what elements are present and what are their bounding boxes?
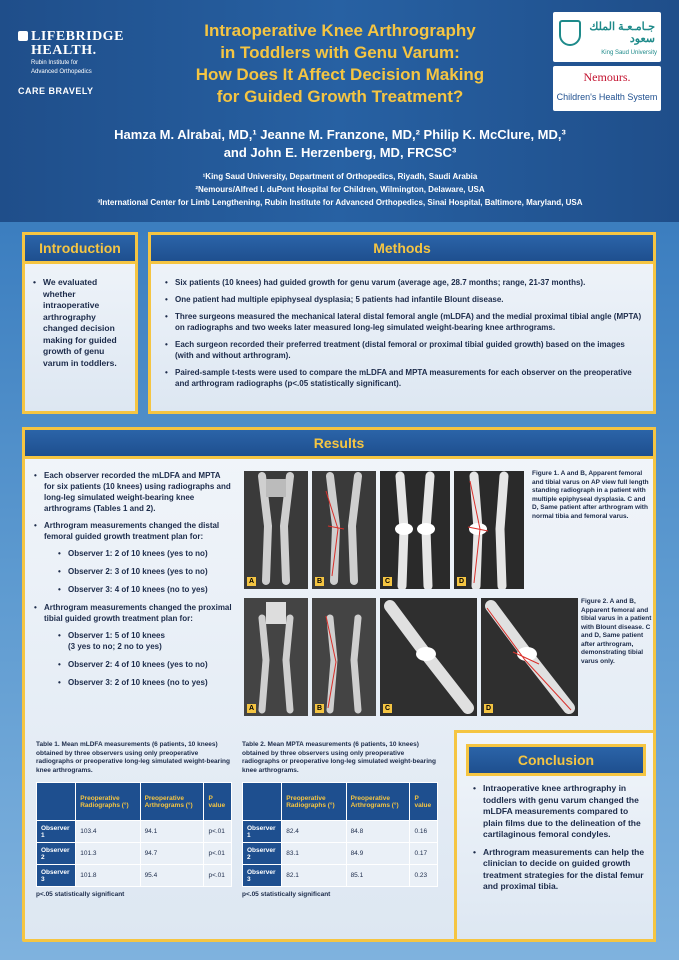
figure-label-c: C bbox=[385, 578, 391, 585]
table-header-row bbox=[37, 783, 232, 821]
methods-heading: Methods bbox=[148, 232, 656, 264]
methods-bullet: • Three surgeons measured the mechanical lateral distal femoral angle (mLDFA) and the medial proximal tibial angle (MPTA) on radiographs and two weeks later measured long-leg simulated weight-bearing knee arthrograms. bbox=[165, 311, 645, 333]
figure-label-b: B bbox=[317, 705, 323, 712]
table-cell: p<.01 bbox=[204, 843, 232, 865]
title-line-3: How Does It Affect Decision Making bbox=[195, 65, 485, 84]
ksu-arabic-name: جـامـعـة الملك سعود bbox=[589, 21, 655, 45]
arthrogram-annotated-icon bbox=[481, 598, 578, 716]
table-cell: 82.4 bbox=[282, 821, 346, 843]
table-2-caption: Table 2. Mean MPTA measurements (6 patients, 10 knees) obtained by three observers using only preoperative radiographs or preoperative long-leg simulated weight-bearing knee arthrograms. bbox=[242, 741, 436, 774]
results-bullet: • Each observer recorded the mLDFA and MPTA for six patients (10 knees) using radiographs and long-leg simulated weight-bearing knee arthrograms (Tables 1 and 2). bbox=[34, 470, 232, 514]
xray-legs-annotated-icon bbox=[312, 598, 376, 716]
xray-legs-annotated-icon bbox=[312, 471, 376, 589]
table-row bbox=[243, 865, 438, 887]
table-cell: 94.1 bbox=[140, 821, 204, 843]
conclusion-heading: Conclusion bbox=[466, 744, 646, 776]
arthrogram-icon bbox=[380, 598, 477, 716]
authors-line-1: Hamza M. Alrabai, MD,¹ Jeanne M. Franzone, MD,² Philip K. McClure, MD,³ bbox=[114, 127, 566, 142]
figure-label-d: D bbox=[459, 578, 465, 585]
table-row bbox=[243, 821, 438, 843]
table-row-label: Observer 2 bbox=[37, 843, 76, 865]
results-bullet-text: Arthrogram measurements changed the proximal tibial guided growth treatment plan for: bbox=[44, 603, 232, 623]
table-cell: 0.17 bbox=[410, 843, 438, 865]
table-1 bbox=[36, 782, 232, 887]
xray-legs-icon bbox=[244, 598, 308, 716]
introduction-heading: Introduction bbox=[22, 232, 138, 264]
xray-image bbox=[244, 471, 308, 589]
xray-image bbox=[454, 471, 524, 589]
figure-label-c: C bbox=[385, 705, 391, 712]
tibial-change-item: • Observer 2: 4 of 10 knees (yes to no) bbox=[44, 659, 232, 670]
results-bullet bbox=[34, 602, 232, 688]
xray-image bbox=[380, 598, 477, 716]
table-2-note: p<.05 statistically significant bbox=[242, 891, 331, 898]
xray-image bbox=[244, 598, 308, 716]
lifebridge-sub-2: Advanced Orthopedics bbox=[31, 69, 92, 75]
xray-legs-icon bbox=[244, 471, 308, 589]
figure-label-b: B bbox=[317, 578, 323, 585]
tibial-change-text: Observer 1: 5 of 10 knees bbox=[68, 631, 165, 640]
table-cell: 0.23 bbox=[410, 865, 438, 887]
methods-bullet: • Paired-sample t-tests were used to compare the mLDFA and MPTA measurements for each observer on the preoperative and arthrogram radiographs (p<.05 statistically significant). bbox=[165, 367, 645, 389]
results-bullet bbox=[34, 520, 232, 595]
title-line-4: for Guided Growth Treatment? bbox=[216, 87, 464, 106]
methods-bullet: • Each surgeon recorded their preferred treatment (distal femoral or proximal tibial guided growth) based on the images (with and without arthrogram). bbox=[165, 339, 645, 361]
table-row-label: Observer 2 bbox=[243, 843, 282, 865]
figure-2 bbox=[244, 598, 578, 716]
table-header-cell bbox=[243, 783, 282, 821]
ksu-logo bbox=[553, 12, 661, 62]
arthrogram-annotated-icon bbox=[454, 471, 524, 589]
table-row bbox=[37, 843, 232, 865]
results-heading: Results bbox=[22, 427, 656, 459]
arthrogram-icon bbox=[380, 471, 450, 589]
lifebridge-sub-1: Rubin Institute for bbox=[31, 60, 79, 66]
table-header-cell: Preoperative Arthrograms (°) bbox=[346, 783, 410, 821]
poster-title bbox=[150, 20, 530, 108]
title-line-1: Intraoperative Knee Arthrography bbox=[204, 21, 476, 40]
table-cell: 85.1 bbox=[346, 865, 410, 887]
table-cell: 101.8 bbox=[76, 865, 140, 887]
tibial-change-item: • Observer 3: 2 of 10 knees (no to yes) bbox=[44, 677, 232, 688]
femoral-change-item: • Observer 2: 3 of 10 knees (yes to no) bbox=[44, 566, 232, 577]
figure-1-caption: Figure 1. A and B, Apparent femoral and tibial varus on AP view full length standing radiograph in a patient with multiple epiphyseal dysplasia. C and D, Same patient after arthrogram with normal tibia and femoral varus. bbox=[532, 470, 649, 520]
table-cell: 95.4 bbox=[140, 865, 204, 887]
authors-line-2: and John E. Herzenberg, MD, FRCSC³ bbox=[223, 145, 457, 160]
table-cell: 83.1 bbox=[282, 843, 346, 865]
methods-bullet: • Six patients (10 knees) had guided growth for genu varum (average age, 28.7 months; range, 21-37 months). bbox=[165, 277, 645, 288]
femoral-change-item: • Observer 1: 2 of 10 knees (yes to no) bbox=[44, 548, 232, 559]
table-cell: p<.01 bbox=[204, 821, 232, 843]
lifebridge-mark-icon bbox=[18, 31, 28, 41]
introduction-text: • We evaluated whether intraoperative arthrography changed decision making for guided growth of genu varum in toddlers. bbox=[33, 277, 129, 369]
table-cell: 82.1 bbox=[282, 865, 346, 887]
nemours-sub: Children's Health System bbox=[556, 92, 658, 102]
affiliation-1: ¹King Saud University, Department of Orthopedics, Riyadh, Saudi Arabia bbox=[202, 172, 478, 181]
tibial-change-detail: (3 yes to no; 2 no to yes) bbox=[68, 642, 162, 651]
table-header-row bbox=[243, 783, 438, 821]
table-row bbox=[37, 821, 232, 843]
nemours-logo bbox=[553, 66, 661, 111]
title-line-2: in Toddlers with Genu Varum: bbox=[220, 43, 460, 62]
table-row-label: Observer 1 bbox=[243, 821, 282, 843]
figure-label-d: D bbox=[486, 705, 492, 712]
table-row bbox=[37, 865, 232, 887]
xray-image bbox=[380, 471, 450, 589]
table-header-cell: Preoperative Arthrograms (°) bbox=[140, 783, 204, 821]
figure-1 bbox=[244, 471, 524, 589]
table-row bbox=[243, 843, 438, 865]
figure-2-caption: Figure 2. A and B, Apparent femoral and tibial varus in a patient with Blount disease. C and D, Same patient after arthrogram, demonstrating tibial varus only. bbox=[581, 598, 652, 665]
table-2 bbox=[242, 782, 438, 887]
table-header-cell: P value bbox=[410, 783, 438, 821]
conclusion-bullet: • Arthrogram measurements can help the clinician to decide on guided growth treatment strategies for the distal femur and proximal tibia. bbox=[473, 847, 649, 893]
figure-label-a: A bbox=[249, 578, 255, 585]
table-cell: 0.16 bbox=[410, 821, 438, 843]
table-1-note: p<.05 statistically significant bbox=[36, 891, 125, 898]
table-cell: 84.9 bbox=[346, 843, 410, 865]
table-header-cell: P value bbox=[204, 783, 232, 821]
poster-header bbox=[0, 0, 679, 222]
table-cell: 101.3 bbox=[76, 843, 140, 865]
lifebridge-logo bbox=[18, 30, 138, 96]
lifebridge-tagline: CARE BRAVELY bbox=[18, 86, 94, 96]
xray-image bbox=[312, 598, 376, 716]
ksu-english-name: King Saud University bbox=[601, 50, 657, 56]
xray-image bbox=[312, 471, 376, 589]
xray-image bbox=[481, 598, 578, 716]
nemours-name: Nemours. bbox=[583, 70, 631, 84]
ksu-crest-icon bbox=[559, 20, 581, 46]
conclusion-bullet: • Intraoperative knee arthrography in toddlers with genu varum changed the mLDFA measurements compared to plain films due to the delineation of the cartilaginous femoral condyles. bbox=[473, 783, 649, 841]
table-row-label: Observer 3 bbox=[243, 865, 282, 887]
lifebridge-name: LIFEBRIDGE bbox=[31, 29, 124, 44]
authors bbox=[40, 126, 640, 162]
table-header-cell: Preoperative Radiographs (°) bbox=[282, 783, 346, 821]
table-cell: p<.01 bbox=[204, 865, 232, 887]
table-cell: 103.4 bbox=[76, 821, 140, 843]
methods-bullet: • One patient had multiple epiphyseal dysplasia; 5 patients had infantile Blount disease. bbox=[165, 294, 645, 305]
table-row-label: Observer 1 bbox=[37, 821, 76, 843]
femoral-change-item: • Observer 3: 4 of 10 knees (no to yes) bbox=[44, 584, 232, 595]
figure-label-a: A bbox=[249, 705, 255, 712]
table-row-label: Observer 3 bbox=[37, 865, 76, 887]
affiliation-2: ²Nemours/Alfred I. duPont Hospital for Children, Wilmington, Delaware, USA bbox=[195, 185, 485, 194]
lifebridge-name-2: HEALTH. bbox=[31, 43, 97, 58]
table-1-caption: Table 1. Mean mLDFA measurements (6 patients, 10 knees) obtained by three observers using only preoperative radiographs or preoperative long-leg simulated weight-bearing knee arthrograms. bbox=[36, 741, 230, 774]
table-cell: 84.8 bbox=[346, 821, 410, 843]
tibial-change-item bbox=[44, 630, 232, 652]
affiliations bbox=[20, 170, 660, 209]
table-header-cell: Preoperative Radiographs (°) bbox=[76, 783, 140, 821]
affiliation-3: ³International Center for Limb Lengthening, Rubin Institute for Advanced Orthopedics, Sinai Hospital, Baltimore, Maryland, USA bbox=[97, 198, 583, 207]
results-text bbox=[34, 470, 232, 695]
table-cell: 94.7 bbox=[140, 843, 204, 865]
results-bullet-text: Arthrogram measurements changed the distal femoral guided growth treatment plan for: bbox=[44, 521, 220, 541]
table-header-cell bbox=[37, 783, 76, 821]
